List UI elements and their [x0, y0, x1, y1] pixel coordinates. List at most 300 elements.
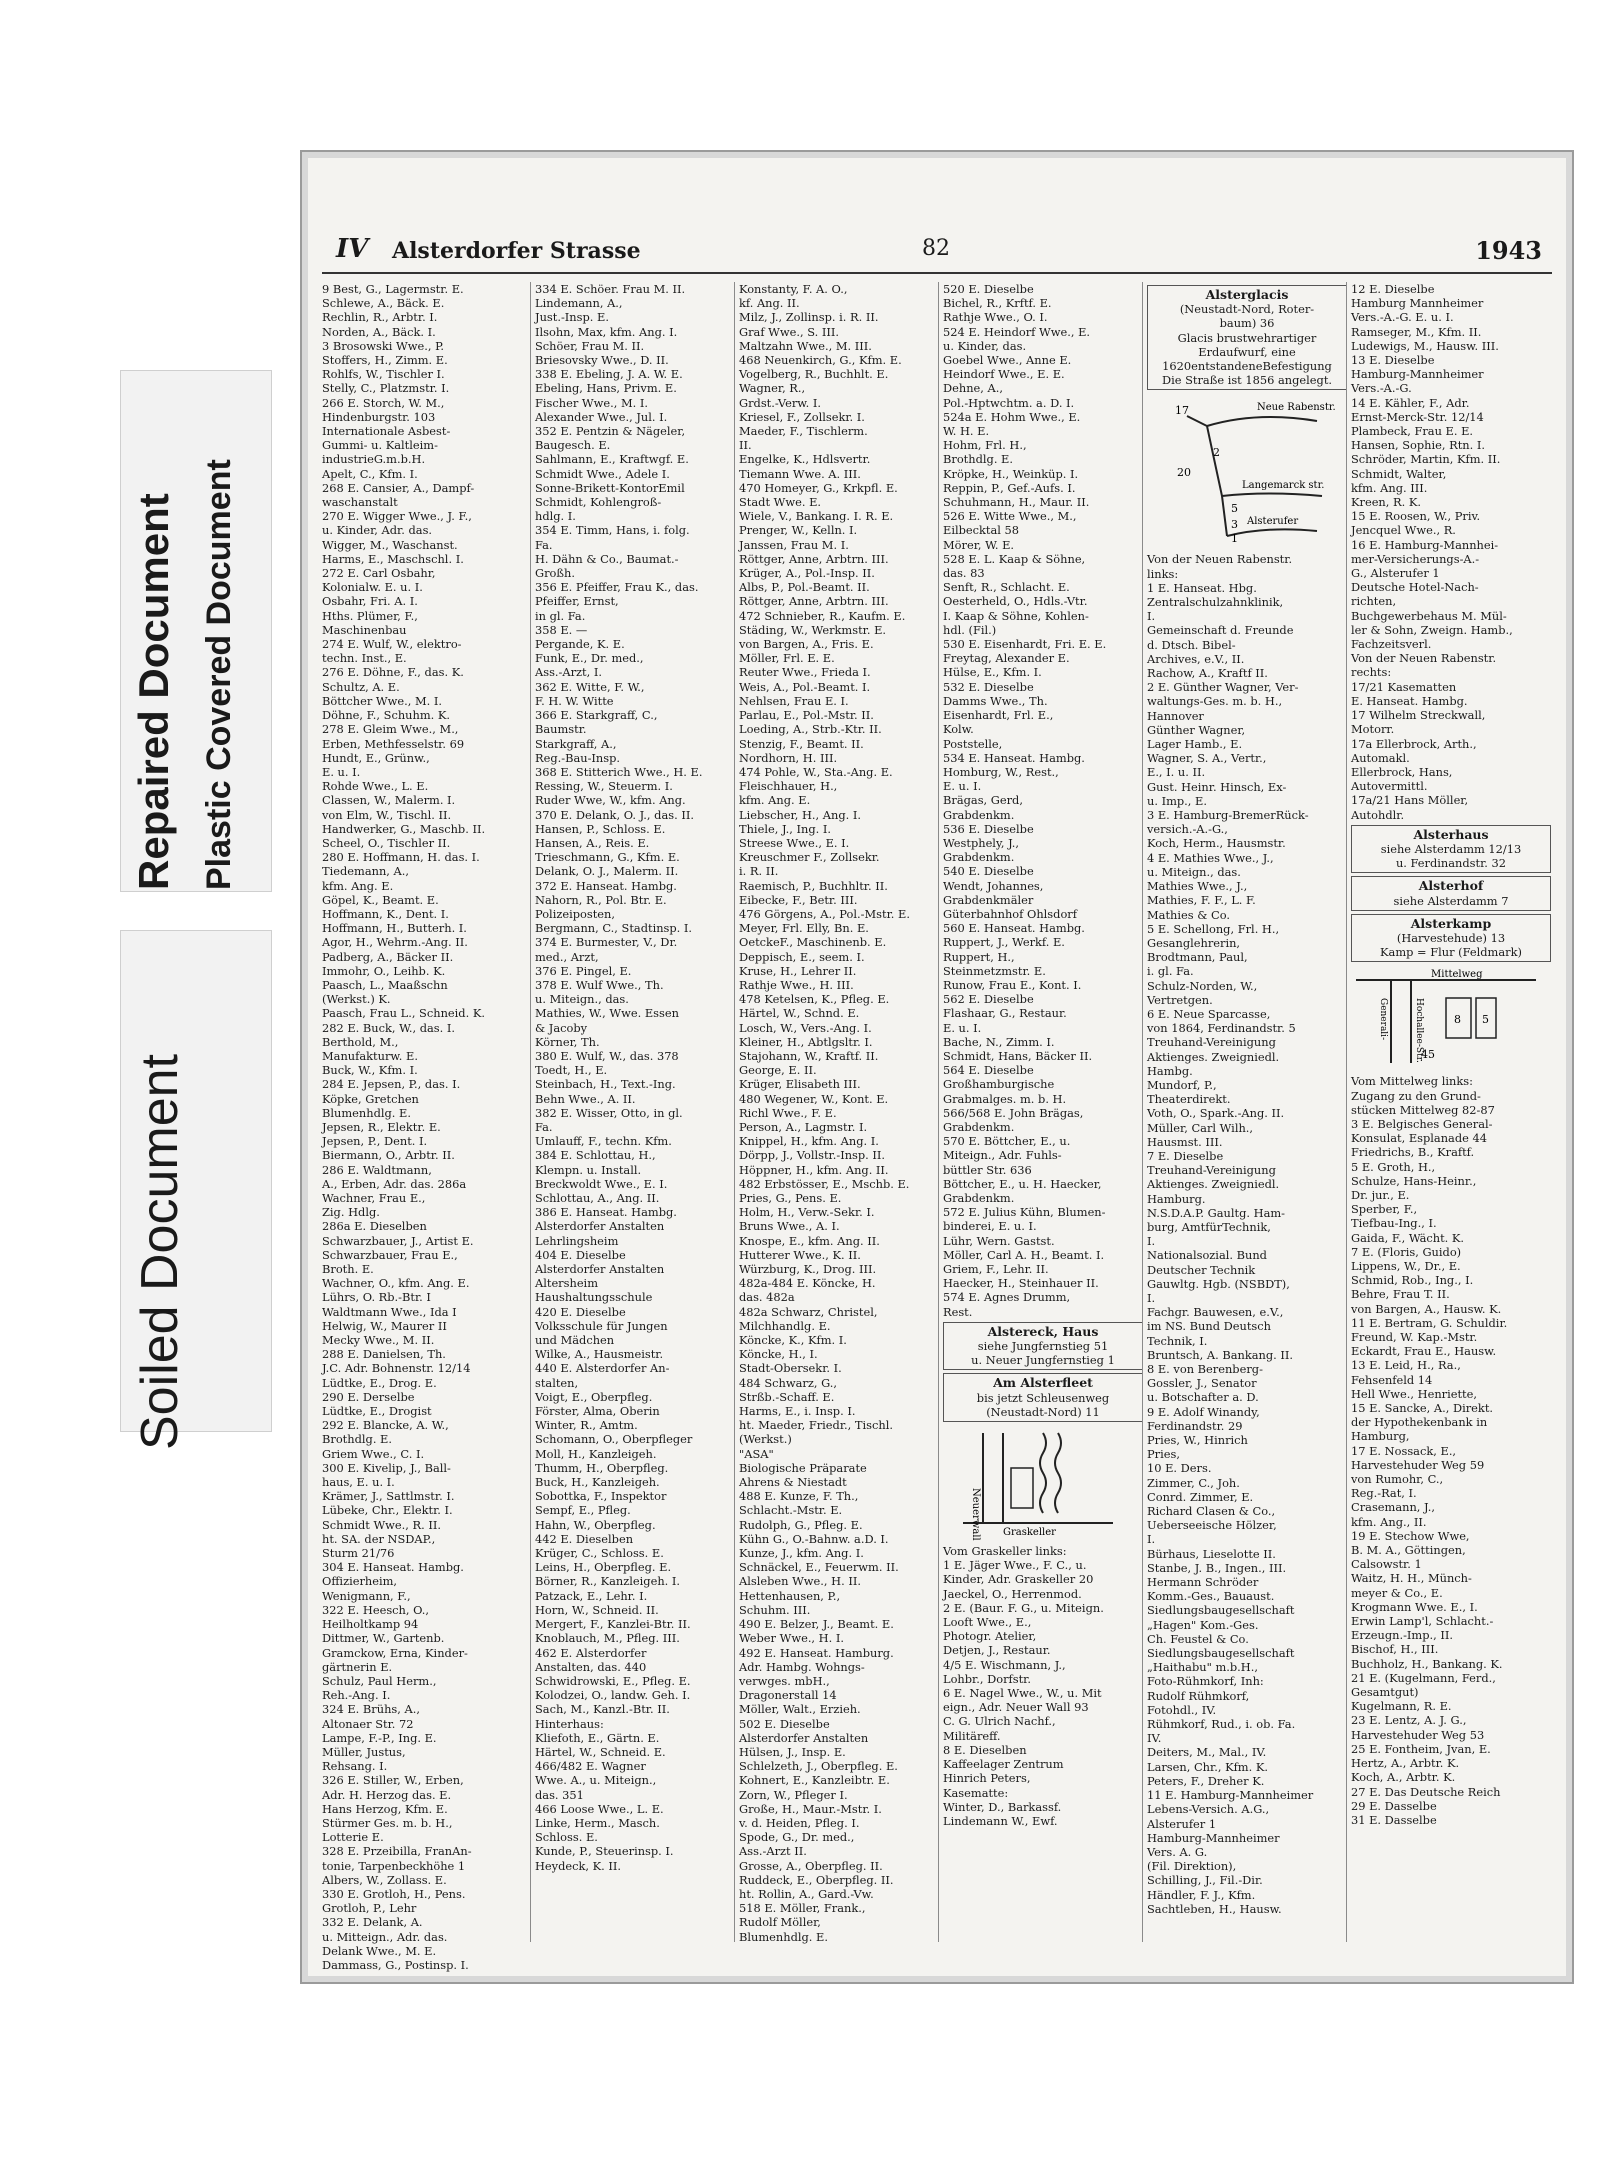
directory-entry: Hamburg Mannheimer	[1351, 296, 1484, 311]
directory-entry: Großhamburgische	[943, 1077, 1055, 1092]
directory-entry: 330 E. Grotloh, H., Pens.	[322, 1886, 466, 1901]
directory-entry: Baugesch. E.	[535, 438, 611, 453]
directory-entry: Engelke, K., Hdlsvertr.	[739, 452, 871, 467]
directory-entry: Schmidt, Kohlengroß-	[535, 495, 662, 510]
directory-entry: Ludewigs, M., Hausw. III.	[1351, 338, 1499, 353]
directory-entry: Zig. Hdlg.	[322, 1205, 380, 1220]
directory-entry: Von der Neuen Rabenstr.	[1351, 651, 1497, 666]
directory-entry: Grabdenkm.	[943, 807, 1015, 822]
directory-entry: Voth, O., Spark.-Ang. II.	[1147, 1106, 1285, 1121]
directory-entry: u. Kinder, das.	[943, 338, 1027, 353]
directory-entry: Immohr, O., Leihb. K.	[322, 963, 446, 978]
directory-entry: Calsowstr. 1	[1351, 1557, 1422, 1572]
directory-entry: 332 E. Delank, A.	[322, 1915, 423, 1930]
directory-entry: E., I. u. II.	[1147, 765, 1206, 780]
directory-entry: Knospe, E., kfm. Ang. II.	[739, 1233, 880, 1248]
directory-entry: Kriesel, F., Zollsekr. I.	[739, 409, 865, 424]
directory-entry: 380 E. Wulf, W., das. 378	[535, 1048, 679, 1063]
map-left-label: Generali-	[1378, 998, 1388, 1041]
directory-entry: 268 E. Cansier, A., Dampf-	[322, 480, 475, 495]
directory-entry: Jencquel Wwe., R.	[1351, 523, 1456, 538]
directory-entry: 304 E. Hanseat. Hambg.	[322, 1560, 464, 1575]
directory-entry: Fehsenfeld 14	[1351, 1372, 1433, 1387]
map-num-5: 5	[1231, 502, 1238, 516]
directory-entry: Ch. Feustel & Co.	[1147, 1631, 1249, 1646]
directory-entry: Hamburg-Mannheimer	[1351, 367, 1484, 382]
directory-entry: das. 351	[535, 1787, 584, 1802]
directory-entry: Lüdtke, E., Drog. E.	[322, 1375, 437, 1390]
columns	[322, 282, 1552, 1972]
directory-entry: Ressing, W., Steuerm. I.	[535, 779, 673, 794]
directory-entry: ht. SA. der NSDAP.,	[322, 1531, 436, 1546]
directory-entry: 4/5 E. Wischmann, J.,	[943, 1657, 1066, 1672]
directory-entry: Buck, W., Kfm. I.	[322, 1063, 418, 1078]
volume-number: IV	[336, 234, 369, 264]
directory-entry: von Elm, W., Tischl. II.	[322, 807, 452, 822]
directory-entry: ht. Maeder, Friedr., Tischl.	[739, 1418, 893, 1433]
directory-entry: Stelly, C., Platzmstr. I.	[322, 381, 450, 396]
directory-entry: Siedlungsbaugesellschaft	[1147, 1603, 1295, 1618]
map-top-label: Neue Rabenstr.	[1257, 402, 1336, 414]
directory-entry: Vom Mittelweg links:	[1351, 1074, 1473, 1089]
directory-entry: 12 E. Dieselbe	[1351, 282, 1435, 296]
directory-entry: Reppin, P., Gef.-Aufs. I.	[943, 480, 1076, 495]
directory-entry: Brothdlg. E.	[322, 1432, 392, 1447]
directory-entry: 530 E. Eisenhardt, Fri. E. E.	[943, 637, 1107, 652]
directory-entry: 572 E. Julius Kühn, Blumen-	[943, 1205, 1106, 1220]
directory-entry: 14 E. Kähler, F., Adr.	[1351, 395, 1470, 410]
directory-entry: Günther Wagner,	[1147, 722, 1246, 737]
directory-entry: Ass.-Arzt II.	[739, 1844, 807, 1859]
directory-entry: Hausmst. III.	[1147, 1134, 1223, 1149]
directory-entry: Meyer, Frl. Elly, Bn. E.	[739, 921, 869, 936]
directory-entry: 5 E. Groth, H.,	[1351, 1159, 1436, 1174]
directory-entry: Looft Wwe., E.,	[943, 1615, 1032, 1630]
directory-entry: Wagner, S. A., Vertr.,	[1147, 751, 1267, 766]
directory-entry: Hohm, Frl. H.,	[943, 438, 1027, 453]
directory-entry: 338 E. Ebeling, J. A. W. E.	[535, 367, 683, 382]
directory-entry: Möller, Walt., Erzieh.	[739, 1702, 861, 1717]
directory-entry: Berthold, M.,	[322, 1034, 399, 1049]
directory-entry: Buchholz, H., Bankang. K.	[1351, 1656, 1503, 1671]
alsterglacis-lines	[1151, 302, 1343, 387]
directory-entry: 9 E. Adolf Winandy,	[1147, 1404, 1260, 1419]
directory-entry: u. Neuer Jungfernstieg 1	[971, 1353, 1115, 1368]
directory-entry: Lager Hamb., E.	[1147, 737, 1243, 752]
directory-entry: med., Arzt,	[535, 949, 599, 964]
directory-entry: 524a E. Hohm Wwe., E.	[943, 409, 1081, 424]
directory-entry: Deiters, M., Mal., IV.	[1147, 1745, 1267, 1760]
directory-entry: und Mädchen	[535, 1333, 615, 1348]
side-labels	[120, 370, 280, 1450]
directory-entry: W. H. E.	[943, 424, 990, 439]
directory-entry: 17a Ellerbrock, Arth.,	[1351, 736, 1477, 751]
directory-entry: Oesterheld, O., Hdls.-Vtr.	[943, 594, 1088, 609]
directory-entry: 276 E. Döhne, F., das. K.	[322, 665, 464, 680]
directory-entry: Albs, P., Pol.-Beamt. II.	[739, 580, 870, 595]
directory-entry: Reg.-Bau-Insp.	[535, 750, 621, 765]
directory-entry: Stadt-Obersekr. I.	[739, 1361, 842, 1376]
directory-entry: Härtel, W., Schnd. E.	[739, 1006, 860, 1021]
directory-entry: 270 E. Wigger Wwe., J. F.,	[322, 509, 472, 524]
directory-entry: i. R. II.	[739, 864, 779, 879]
directory-entry: Patzack, E., Lehr. I.	[535, 1588, 648, 1603]
directory-entry: Buck, H., Kanzleigeh.	[535, 1475, 660, 1490]
directory-entry: Hannover	[1147, 708, 1204, 723]
directory-entry: A., Erben, Adr. das. 286a	[322, 1176, 467, 1191]
alsterfleet-title: Am Alsterfleet	[993, 1375, 1093, 1391]
directory-entry: binderei, E. u. I.	[943, 1219, 1037, 1234]
directory-entry: Böttcher, E., u. H. Haecker,	[943, 1176, 1102, 1191]
alstereck-lines	[947, 1339, 1139, 1367]
directory-entry: Röttger, Anne, Arbtrn. III.	[739, 594, 889, 609]
directory-entry: 524 E. Heindorf Wwe., E.	[943, 324, 1090, 339]
directory-entry: kfm. Ang. III.	[1351, 480, 1428, 495]
directory-entry: 328 E. Przeibilla, FranAn-	[322, 1844, 472, 1859]
directory-entry: 420 E. Dieselbe	[535, 1304, 626, 1319]
directory-entry: Ruder Wwe, W., kfm. Ang.	[535, 793, 686, 808]
directory-entry: Rest.	[943, 1304, 973, 1319]
directory-entry: I.	[1147, 1532, 1156, 1547]
directory-entry: Mergert, F., Kanzlei-Btr. II.	[535, 1617, 691, 1632]
directory-entry: Umlauff, F., techn. Kfm.	[535, 1134, 672, 1149]
directory-entry: 566/568 E. John Brägas,	[943, 1105, 1084, 1120]
directory-entry: Toedt, H., E.	[535, 1063, 608, 1078]
directory-entry: Treuhand-Vereinigung	[1147, 1035, 1276, 1050]
directory-entry: Parlau, E., Pol.-Mstr. II.	[739, 708, 874, 723]
directory-entry: Mathies Wwe., J.,	[1147, 879, 1248, 894]
directory-entry: Glacis brustwehrartiger	[1177, 330, 1317, 345]
directory-entry: 280 E. Hoffmann, H. das. I.	[322, 850, 480, 865]
directory-entry: Grabdenkm.	[943, 1119, 1015, 1134]
directory-entry: Harms, E., i. Insp. I.	[739, 1404, 856, 1419]
directory-entry: Dammass, G., Postinsp. I.	[322, 1957, 469, 1972]
plastic-label: Plastic Covered Document	[200, 459, 238, 890]
directory-entry: Schultz, A. E.	[322, 679, 400, 694]
directory-entry: Sonne-Brikett-KontorEmil	[535, 480, 685, 495]
directory-entry: Grdst.-Verw. I.	[739, 395, 822, 410]
directory-entry: Thiele, J., Ing. I.	[739, 821, 831, 836]
directory-entry: 9 Best, G., Lagermstr. E.	[322, 282, 464, 296]
directory-entry: gärtnerin E.	[322, 1659, 393, 1674]
directory-entry: Tiemann Wwe. A. III.	[739, 466, 861, 481]
directory-entry: F. H. W. Witte	[535, 693, 614, 708]
directory-entry: 3 Brosowski Wwe., P.	[322, 338, 445, 353]
directory-entry: Schlacht.-Mstr. E.	[739, 1503, 843, 1518]
alsterhaus-title: Alsterhaus	[1413, 826, 1489, 842]
directory-entry: „Haithabu" m.b.H.,	[1147, 1660, 1258, 1675]
directory-entry: II.	[739, 438, 752, 453]
directory-entry: Holm, H., Verw.-Sekr. I.	[739, 1205, 875, 1220]
directory-entry: Griem Wwe., C. I.	[322, 1446, 425, 1461]
directory-entry: 488 E. Kunze, F. Th.,	[739, 1489, 859, 1504]
directory-entry: Fachzeitsverl.	[1351, 637, 1432, 652]
directory-entry: Möller, Carl A. H., Beamt. I.	[943, 1247, 1105, 1262]
directory-entry: Stoffers, H., Zimm. E.	[322, 353, 448, 368]
directory-entry: 266 E. Storch, W. M.,	[322, 395, 445, 410]
directory-entry: Hermann Schröder	[1147, 1575, 1259, 1590]
directory-entry: Stajohann, W., Kraftf. II.	[739, 1048, 879, 1063]
directory-entry: Gossler, J., Senator	[1147, 1376, 1257, 1391]
directory-entry: 334 E. Schöer. Frau M. II.	[535, 282, 686, 296]
directory-entry: Schmidt, Walter,	[1351, 466, 1447, 481]
directory-entry: Winter, R., Amtm.	[535, 1418, 638, 1433]
directory-entry: 286 E. Waldtmann,	[322, 1162, 432, 1177]
directory-entry: Jepsen, P., Dent. I.	[322, 1134, 428, 1149]
directory-entry: Koch, A., Arbtr. K.	[1351, 1770, 1456, 1785]
directory-entry: Blumenhdlg. E.	[739, 1929, 828, 1944]
directory-entry: bis jetzt Schleusenweg	[976, 1390, 1110, 1405]
directory-entry: 324 E. Brühs, A.,	[322, 1702, 420, 1717]
directory-entry: Schulze, Hans-Heinr.,	[1351, 1173, 1477, 1188]
directory-entry: das. 482a	[739, 1290, 795, 1305]
directory-entry: 19 E. Stechow Wwe,	[1351, 1528, 1470, 1543]
map-mittelweg-label: Mittelweg	[1431, 969, 1483, 981]
directory-entry: Krogmann Wwe. E., I.	[1351, 1599, 1478, 1614]
directory-entry: Bischof, H., III.	[1351, 1642, 1439, 1657]
directory-entry: Milchhandlg. E.	[739, 1318, 831, 1333]
directory-entry: Kugelmann, R. E.	[1351, 1699, 1452, 1714]
directory-entry: Padberg, A., Bäcker II.	[322, 949, 454, 964]
directory-entry: 484 Schwarz, G.,	[739, 1375, 838, 1390]
directory-entry: Conrd. Zimmer, E.	[1147, 1489, 1254, 1504]
directory-entry: Linke, Herm., Masch.	[535, 1815, 660, 1830]
directory-entry: I. Kaap & Söhne, Kohlen-	[943, 608, 1089, 623]
directory-entry: Hoffmann, H., Butterh. I.	[322, 921, 467, 936]
directory-entry: Wiele, V., Bankang. I. R. E.	[739, 509, 894, 524]
directory-entry: Delank Wwe., M. E.	[322, 1943, 437, 1958]
directory-entry: Bruns Wwe., A. I.	[739, 1219, 840, 1234]
street-title: Alsterdorfer Strasse	[392, 238, 641, 264]
directory-entry: Pries, G., Pens. E.	[739, 1191, 842, 1205]
directory-entry: Pergande, K. E.	[535, 637, 625, 652]
directory-entry: Gemeinschaft d. Freunde	[1147, 623, 1294, 638]
directory-entry: hdl. (Fil.)	[943, 622, 997, 637]
directory-entry: Thumm, H., Oberpfleg.	[535, 1460, 669, 1475]
directory-entry: 462 E. Alsterdorfer	[535, 1645, 647, 1660]
directory-entry: Biologische Präparate	[739, 1460, 867, 1475]
column-6-top	[1351, 282, 1551, 822]
directory-entry: Kasematte:	[943, 1785, 1009, 1800]
directory-entry: eign., Adr. Neuer Wall 93	[943, 1700, 1089, 1715]
directory-entry: Rudolf Möller,	[739, 1915, 821, 1930]
directory-entry: Steinmetzmstr. E.	[943, 963, 1046, 978]
column-5-lines	[1147, 552, 1347, 1916]
directory-entry: Harms, E., Maschschl. I.	[322, 551, 464, 566]
directory-entry: (Harvestehude) 13	[1396, 930, 1506, 945]
directory-entry: Behn Wwe., A. II.	[535, 1091, 636, 1106]
directory-entry: 27 E. Das Deutsche Reich	[1351, 1784, 1501, 1799]
directory-entry: Hamburg.	[1147, 1191, 1206, 1206]
column-5	[1142, 282, 1347, 1942]
directory-entry: Damms Wwe., Th.	[943, 693, 1048, 708]
directory-entry: Schlelzeth, J., Oberpfleg. E.	[739, 1759, 898, 1774]
directory-entry: 376 E. Pingel, E.	[535, 963, 632, 978]
directory-entry: Gesamtgut)	[1351, 1685, 1419, 1700]
directory-entry: Vers.-A.-G. E. u. I.	[1351, 310, 1454, 325]
directory-entry: I.	[1147, 1234, 1156, 1249]
directory-entry: Große, H., Maur.-Mstr. I.	[739, 1801, 882, 1816]
directory-entry: 386 E. Hanseat. Hambg.	[535, 1205, 677, 1220]
directory-entry: E. Hanseat. Hambg.	[1351, 693, 1468, 708]
directory-entry: Dragonerstall 14	[739, 1688, 837, 1703]
directory-entry: 490 E. Belzer, J., Beamt. E.	[739, 1617, 894, 1632]
directory-entry: 404 E. Dieselbe	[535, 1247, 626, 1262]
directory-entry: 372 E. Hanseat. Hambg.	[535, 878, 677, 893]
map-num-2: 2	[1213, 446, 1220, 460]
directory-entry: Schnäckel, E., Feuerwm. II.	[739, 1560, 899, 1575]
directory-entry: Photogr. Atelier,	[943, 1629, 1037, 1644]
directory-entry: 16 E. Hamburg-Mannhei-	[1351, 537, 1499, 552]
directory-entry: von Bargen, A., Hausw. K.	[1351, 1301, 1502, 1316]
directory-entry: industrieG.m.b.H.	[322, 452, 426, 467]
directory-entry: Hans Herzog, Kfm. E.	[322, 1801, 448, 1816]
directory-entry: Altersheim	[535, 1276, 598, 1291]
directory-entry: Offizierheim,	[322, 1574, 398, 1589]
directory-entry: Stanbe, J. B., Ingen., III.	[1147, 1560, 1287, 1575]
directory-entry: Waitz, H. H., Münch-	[1351, 1571, 1472, 1586]
directory-entry: burg, AmtfürTechnik,	[1147, 1219, 1271, 1234]
directory-entry: (Werkst.)	[739, 1432, 792, 1447]
directory-entry: Raemisch, P., Buchhltr. II.	[739, 878, 888, 893]
directory-entry: Müller, Justus,	[322, 1744, 406, 1759]
directory-entry: Hambg.	[1147, 1063, 1193, 1078]
directory-entry: waschanstalt	[322, 495, 398, 510]
directory-entry: Kinder, Adr. Graskeller 20	[943, 1572, 1094, 1587]
directory-entry: ler & Sohn, Zweign. Hamb.,	[1351, 622, 1513, 637]
directory-entry: 366 E. Starkgraff, C.,	[535, 708, 658, 723]
directory-entry: 8 E. Dieselben	[943, 1742, 1027, 1757]
directory-entry: 29 E. Dasselbe	[1351, 1798, 1437, 1813]
directory-entry: E. u. I.	[322, 764, 361, 779]
directory-entry: Schmidt, Hans, Bäcker II.	[943, 1048, 1093, 1063]
directory-entry: Volksschule für Jungen	[535, 1318, 668, 1333]
directory-entry: Reuter Wwe., Frieda I.	[739, 665, 871, 680]
directory-entry: 2 E. (Baur. F. G., u. Miteign.	[943, 1600, 1104, 1615]
directory-entry: Jaeckel, O., Herrenmod.	[943, 1586, 1082, 1601]
directory-entry: Grotloh, P., Lehr	[322, 1901, 417, 1916]
directory-entry: Mathies, W., Wwe. Essen	[535, 1006, 679, 1021]
directory-entry: Rohde Wwe., L. E.	[322, 779, 429, 794]
directory-entry: Blumenhdlg. E.	[322, 1105, 411, 1120]
map-num-8: 8	[1454, 1013, 1461, 1027]
directory-entry: Zorn, W., Pfleger I.	[739, 1787, 848, 1802]
directory-entry: Alsleben Wwe., H. II.	[739, 1574, 861, 1589]
directory-entry: Koch, Herm., Hausmstr.	[1147, 836, 1286, 851]
directory-entry: Pries,	[1147, 1447, 1180, 1462]
directory-entry: Graf Wwe., S. III.	[739, 324, 839, 339]
directory-entry: Schwidrowski, E., Pfleg. E.	[535, 1673, 691, 1688]
directory-entry: 476 Görgens, A., Pol.-Mstr. E.	[739, 906, 910, 921]
directory-entry: Nehlsen, Frau E. I.	[739, 693, 849, 708]
directory-entry: Deutscher Technik	[1147, 1262, 1256, 1277]
directory-entry: Biermann, O., Arbtr. II.	[322, 1148, 455, 1163]
directory-entry: Stenzig, F., Beamt. II.	[739, 736, 864, 751]
directory-entry: 442 E. Dieselben	[535, 1531, 634, 1546]
directory-entry: Alsterufer 1	[1147, 1816, 1217, 1831]
directory-entry: 4 E. Mathies Wwe., J.,	[1147, 850, 1274, 865]
directory-entry: Fa.	[535, 1119, 553, 1134]
directory-entry: tonie, Tarpenbeckhöhe 1	[322, 1858, 466, 1873]
directory-entry: Deutsche Hotel-Nach-	[1351, 580, 1479, 595]
directory-entry: Theaterdirekt.	[1147, 1092, 1231, 1107]
directory-entry: 15 E. Sancke, A., Direkt.	[1351, 1401, 1494, 1416]
directory-entry: Streese Wwe., E. I.	[739, 835, 850, 850]
directory-entry: Lampe, F.-P., Ing. E.	[322, 1730, 437, 1745]
directory-entry: Alsterdorfer Anstalten	[739, 1730, 869, 1745]
directory-entry: waltungs-Ges. m. b. H.,	[1147, 694, 1283, 709]
directory-entry: 466/482 E. Wagner	[535, 1759, 646, 1774]
directory-entry: Fotohdl., IV.	[1147, 1702, 1217, 1717]
directory-entry: 282 E. Buck, W., das. I.	[322, 1020, 456, 1035]
directory-entry: 5 E. Schellong, Frl. H.,	[1147, 921, 1280, 936]
directory-entry: Knippel, H., kfm. Ang. I.	[739, 1134, 879, 1149]
directory-entry: 1620entstandeneBefestigung	[1162, 359, 1332, 374]
directory-entry: 3 E. Belgisches General-	[1351, 1116, 1493, 1131]
directory-entry: Kolonialw. E. u. I.	[322, 580, 423, 595]
directory-entry: 466 Loose Wwe., L. E.	[535, 1801, 664, 1816]
directory-entry: Adr. Hambg. Wohngs-	[739, 1659, 865, 1674]
directory-entry: Steinbach, H., Text.-Ing.	[535, 1077, 676, 1092]
directory-entry: 482 Erbstösser, E., Mschb. E.	[739, 1176, 910, 1191]
directory-entry: u. Imp., E.	[1147, 793, 1207, 808]
alsterhaus-box	[1351, 825, 1551, 874]
directory-entry: Milz, J., Zollinsp. i. R. II.	[739, 310, 879, 325]
directory-entry: Osbahr, Fri. A. I.	[322, 594, 418, 609]
directory-entry: Krüger, A., Pol.-Insp. II.	[739, 566, 875, 581]
directory-entry: 354 E. Timm, Hans, i. folg.	[535, 523, 690, 538]
directory-page	[300, 150, 1574, 1984]
directory-entry: kfm. Ang. E.	[739, 793, 811, 808]
directory-entry: Gaida, F., Wächt. K.	[1351, 1230, 1465, 1245]
directory-entry: techn. Inst., E.	[322, 651, 407, 666]
directory-entry: Losch, W., Vers.-Ang. I.	[739, 1020, 872, 1035]
directory-entry: Behre, Frau T. II.	[1351, 1287, 1450, 1302]
directory-entry: 502 E. Dieselbe	[739, 1716, 830, 1731]
directory-entry: 284 E. Jepsen, P., das. I.	[322, 1077, 461, 1092]
directory-entry: Gummi- u. Kaltleim-	[322, 438, 438, 453]
directory-entry: Weis, A., Pol.-Beamt. I.	[739, 679, 871, 694]
directory-entry: stalten,	[535, 1375, 579, 1390]
directory-entry: Schulz-Norden, W.,	[1147, 978, 1258, 993]
directory-entry: Harvestehuder Weg 59	[1351, 1457, 1485, 1472]
directory-entry: Harvestehuder Weg 53	[1351, 1727, 1485, 1742]
directory-entry: Kamp = Flur (Feldmark)	[1380, 945, 1522, 960]
directory-entry: Agor, H., Wehrm.-Ang. II.	[322, 935, 468, 950]
directory-entry: Gramckow, Erna, Kinder-	[322, 1645, 468, 1660]
directory-entry: 528 E. L. Kaap & Söhne,	[943, 551, 1086, 566]
column-6	[1346, 282, 1551, 1942]
directory-entry: Güterbahnhof Ohlsdorf	[943, 906, 1077, 921]
directory-entry: Strßb.-Schaff. E.	[739, 1389, 835, 1404]
directory-entry: Lübeke, Chr., Elektr. I.	[322, 1503, 453, 1518]
directory-entry: Waldtmann Wwe., Ida I	[322, 1304, 457, 1319]
directory-entry: 8 E. von Berenberg-	[1147, 1362, 1263, 1376]
directory-entry: Rudolph, G., Pfleg. E.	[739, 1517, 863, 1532]
directory-entry: OetckeF., Maschinenb. E.	[739, 935, 887, 950]
directory-entry: 7 E. (Floris, Guido)	[1351, 1244, 1462, 1259]
directory-entry: Brägas, Gerd,	[943, 793, 1023, 808]
directory-entry: Briesovsky Wwe., D. II.	[535, 353, 669, 368]
directory-entry: Komm.-Ges., Bauaust.	[1147, 1589, 1275, 1604]
directory-entry: Hinterhaus:	[535, 1716, 604, 1731]
directory-entry: Döhne, F., Schuhm. K.	[322, 708, 450, 723]
directory-entry: Stadt Wwe. E.	[739, 495, 822, 510]
directory-entry: Heilholtkamp 94	[322, 1617, 419, 1632]
directory-entry: 6 E. Neue Sparcasse,	[1147, 1006, 1271, 1021]
directory-entry: 17/21 Kasematten	[1351, 679, 1457, 694]
map-mid-label: Langemarck str.	[1242, 480, 1325, 492]
